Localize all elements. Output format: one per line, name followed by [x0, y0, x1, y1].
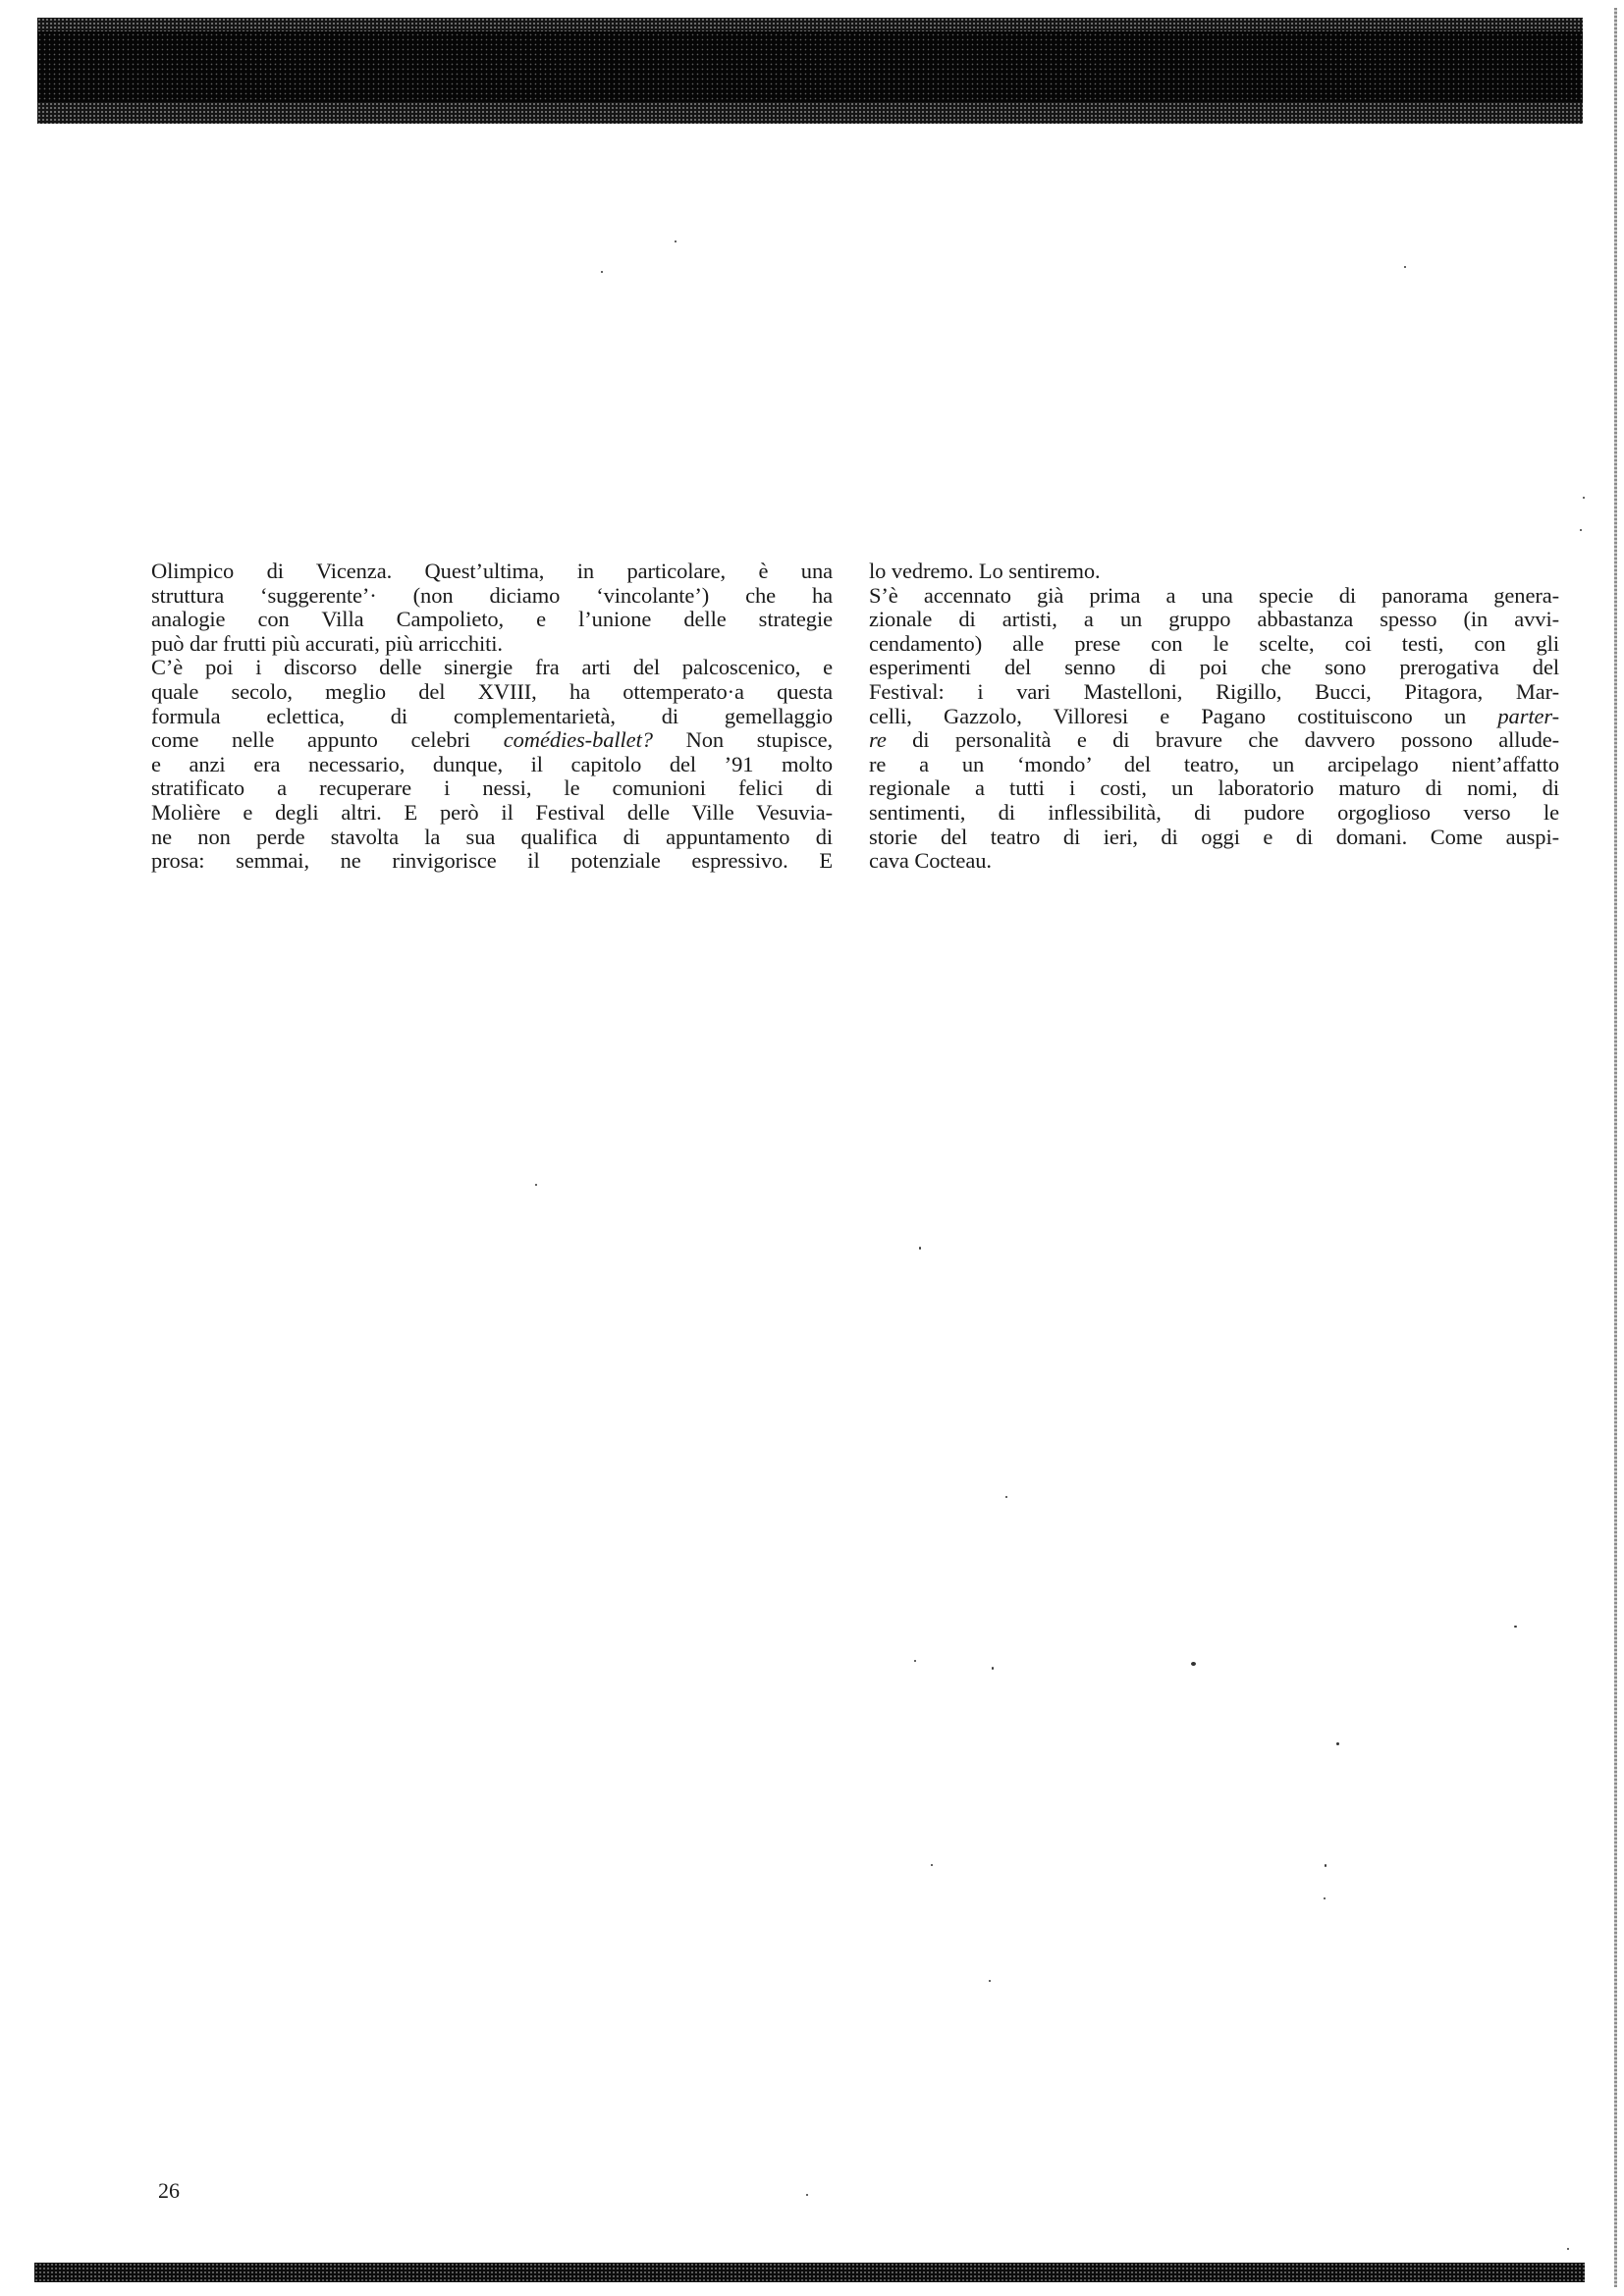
text-line: Molière e degli altri. E però il Festival delle Ville Vesuvia- [151, 799, 833, 825]
scan-speck [992, 1667, 994, 1670]
text-line [151, 728, 833, 753]
scan-speck [1567, 2248, 1569, 2250]
text-run: Non stupisce, [652, 727, 833, 753]
left-text-column [151, 560, 833, 874]
italic-term: parter- [1497, 703, 1559, 728]
text-line: formula eclettica, di complementarietà, di gemellaggio [151, 703, 833, 728]
scan-speck [1580, 529, 1582, 531]
scan-speck [806, 2194, 808, 2196]
text-line [869, 728, 1559, 753]
text-line: S’è accennato già prima a una specie di panorama genera- [869, 582, 1559, 608]
text-line: Festival: i vari Mastelloni, Rigillo, Bucci, Pitagora, Mar- [869, 678, 1559, 704]
scan-speck [1325, 1864, 1326, 1867]
text-line: Olimpico di Vicenza. Quest’ultima, in particolare, è una [151, 559, 833, 583]
text-line: analogie con Villa Campolieto, e l’unione delle strategie [151, 607, 833, 632]
header-band [37, 18, 1583, 124]
page-number: 26 [158, 2178, 180, 2203]
scan-speck [1005, 1496, 1007, 1498]
text-line: cava Cocteau. [869, 848, 992, 874]
text-line: ne non perde stavolta la sua qualifica di appuntamento di [151, 824, 833, 849]
scan-speck [1404, 266, 1406, 268]
text-line: quale secolo, meglio del XVIII, ha ottemperato·a questa [151, 678, 833, 704]
italic-term: re [869, 727, 887, 753]
text-run: di personalità e di bravure che davvero possono allude- [886, 727, 1559, 753]
text-line: sentimenti, di inflessibilità, di pudore orgoglioso verso le [869, 799, 1559, 825]
text-line: esperimenti del senno di poi che sono prerogativa del [869, 655, 1559, 680]
scan-speck [535, 1184, 537, 1186]
footer-band [34, 2263, 1585, 2282]
text-line: può dar frutti più accurati, più arricchiti. [151, 630, 503, 656]
text-line: re a un ‘mondo’ del teatro, un arcipelago nient’affatto [869, 751, 1559, 776]
text-line: struttura ‘suggerente’· (non diciamo ‘vincolante’) che ha [151, 582, 833, 608]
scan-speck [931, 1864, 933, 1866]
text-line: lo vedremo. Lo sentiremo. [869, 559, 1101, 583]
text-line: regionale a tutti i costi, un laboratorio maturo di nomi, di [869, 775, 1559, 801]
scan-speck [675, 240, 677, 242]
scan-speck [601, 271, 603, 273]
scan-speck [1514, 1626, 1517, 1628]
text-line [869, 705, 1559, 729]
text-line: C’è poi i discorso delle sinergie fra arti del palcoscenico, e [151, 655, 833, 680]
text-line: zionale di artisti, a un gruppo abbastanza spesso (in avvi- [869, 607, 1559, 632]
text-line: stratificato a recuperare i nessi, le comunioni felici di [151, 775, 833, 801]
scan-speck [1583, 497, 1585, 499]
scan-speck [1336, 1742, 1339, 1745]
text-run: come nelle appunto celebri [151, 727, 504, 753]
italic-term: comédies-ballet? [503, 727, 653, 753]
scan-speck [989, 1980, 991, 1982]
scan-speck [919, 1247, 921, 1250]
scan-speck [914, 1660, 916, 1662]
right-text-column [869, 560, 1559, 874]
text-line: storie del teatro di ieri, di oggi e di domani. Come auspi- [869, 824, 1559, 849]
text-line: e anzi era necessario, dunque, il capitolo del ’91 molto [151, 751, 833, 776]
page-edge-rule [1614, 8, 1617, 2287]
scan-speck [1324, 1897, 1326, 1899]
text-run: celli, Gazzolo, Villoresi e Pagano costituiscono un [869, 703, 1498, 728]
scan-speck [1191, 1662, 1196, 1666]
text-line: prosa: semmai, ne rinvigorisce il potenziale espressivo. E [151, 848, 833, 874]
text-line: cendamento) alle prese con le scelte, coi testi, con gli [869, 630, 1559, 656]
